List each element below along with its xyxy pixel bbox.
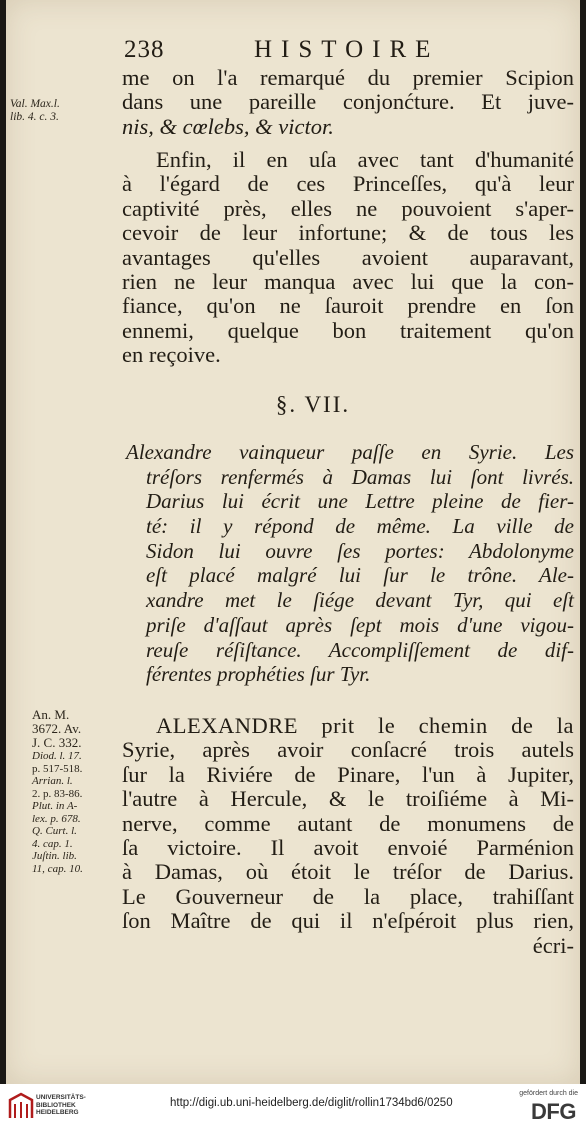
dfg-logo: DFG bbox=[531, 1099, 576, 1124]
text-line: l'autre à Hercule, & le troiſiéme à Mi- bbox=[122, 786, 574, 812]
section-summary bbox=[126, 440, 574, 687]
library-name-line: HEIDELBERG bbox=[36, 1109, 79, 1116]
text-line: me on l'a remarqué du premier Scipion bbox=[122, 65, 574, 90]
text-line: fiance, qu'on ne ſauroit prendre en ſon bbox=[122, 293, 574, 319]
summary-line: té: il y répond de même. La ville de bbox=[146, 514, 574, 539]
summary-line: Alexandre vainqueur paſſe en Syrie. Les bbox=[126, 440, 574, 464]
paragraph-1 bbox=[122, 66, 574, 139]
margin-line: Juſtin. lib. bbox=[32, 850, 77, 862]
text-line: avantages qu'elles avoient auparavant, bbox=[122, 244, 574, 270]
text-line: ſa victoire. Il avoit envoié Parménion bbox=[122, 834, 574, 860]
source-url-link[interactable]: http://digi.ub.uni-heidelberg.de/diglit/rollin1734bd6/0250 bbox=[170, 1097, 453, 1109]
summary-line: reuſe réſiſtance. Accompliſſement de dif- bbox=[146, 637, 574, 662]
summary-line: eſt placé malgré lui ſur le trône. Ale- bbox=[146, 563, 574, 588]
margin-line: 3672. Av. bbox=[32, 721, 82, 736]
text-line: nis, & cœlebs, & victor. bbox=[122, 113, 334, 139]
paragraph-3 bbox=[122, 714, 574, 958]
summary-line: Darius lui écrit une Lettre pleine de fier- bbox=[146, 489, 574, 514]
text-line: dans une pareille conjonćture. Et juve- bbox=[122, 89, 574, 115]
margin-line: An. M. bbox=[32, 707, 70, 722]
text-line: à Damas, où étoit le tréſor de Darius. bbox=[122, 859, 574, 885]
margin-line: Plut. in A- bbox=[32, 800, 78, 812]
text-line: ſur la Riviére de Pinare, l'un à Jupiter, bbox=[122, 761, 574, 787]
summary-line: xandre met le ſiége devant Tyr, qui eſt bbox=[146, 588, 574, 613]
summary-line: Sidon lui ouvre ſes portes: Abdolonyme bbox=[146, 538, 574, 563]
university-library-logo-icon bbox=[8, 1092, 34, 1120]
margin-line: Val. Max.l. bbox=[10, 98, 60, 110]
sponsor-text: gefördert durch die bbox=[519, 1090, 578, 1097]
text-line: Le Gouverneur de la place, trahiſſant bbox=[122, 883, 574, 909]
digitization-footer bbox=[0, 1084, 586, 1128]
text-line: nerve, comme autant de monumens de bbox=[122, 810, 574, 836]
margin-note-1 bbox=[10, 98, 60, 123]
text-line: Syrie, après avoir conſacré trois autels bbox=[122, 737, 574, 763]
text-line: en reçoive. bbox=[122, 342, 221, 368]
margin-line: lib. 4. c. 3. bbox=[10, 110, 59, 123]
text-line: rien ne leur manqua avec lui que la con- bbox=[122, 268, 574, 294]
margin-line: 4. cap. 1. bbox=[32, 837, 73, 850]
margin-line: p. 517-518. bbox=[32, 762, 83, 775]
text-line: cevoir de leur infortune; & de tous les bbox=[122, 220, 574, 246]
summary-line: priſe d'aſſaut après ſept mois d'une vigou- bbox=[146, 612, 574, 637]
section-title: §. VII. bbox=[275, 392, 351, 417]
margin-line: 11, cap. 10. bbox=[32, 862, 83, 875]
book-page bbox=[6, 0, 580, 1084]
margin-line: 2. p. 83-86. bbox=[32, 787, 83, 800]
catchword: écri- bbox=[532, 932, 574, 958]
summary-line: férentes prophéties ſur Tyr. bbox=[146, 662, 371, 687]
margin-line: Arrian. l. bbox=[32, 775, 73, 787]
page-header bbox=[6, 34, 580, 64]
margin-note-2 bbox=[32, 708, 83, 875]
margin-line: Diod. l. 17. bbox=[32, 750, 82, 762]
library-name bbox=[36, 1094, 86, 1117]
margin-line: Q. Curt. l. bbox=[32, 825, 77, 837]
library-name-line: BIBLIOTHEK bbox=[36, 1101, 76, 1109]
text-line: ennemi, quelque bon traitement qu'on bbox=[122, 317, 574, 343]
running-title: HISTOIRE bbox=[254, 36, 440, 63]
text-line: ſon Maître de qui il n'eſpéroit plus rien, bbox=[122, 908, 574, 934]
margin-line: lex. p. 678. bbox=[32, 812, 81, 825]
text-line: Enfin, il en uſa avec tant d'humanité bbox=[156, 147, 574, 172]
page-number: 238 bbox=[124, 36, 165, 63]
paragraph-2 bbox=[122, 148, 574, 368]
summary-line: tréſors renfermés à Damas lui ſont livrés. bbox=[146, 464, 574, 489]
text-line: ALEXANDRE prit le chemin de la bbox=[156, 713, 574, 738]
margin-line: J. C. 332. bbox=[32, 735, 82, 750]
library-name-line: UNIVERSITÄTS- bbox=[36, 1094, 86, 1101]
text-line: à l'égard de ces Princeſſes, qu'à leur bbox=[122, 171, 574, 197]
text-line: captivité près, elles ne pouvoient s'aper- bbox=[122, 195, 574, 221]
